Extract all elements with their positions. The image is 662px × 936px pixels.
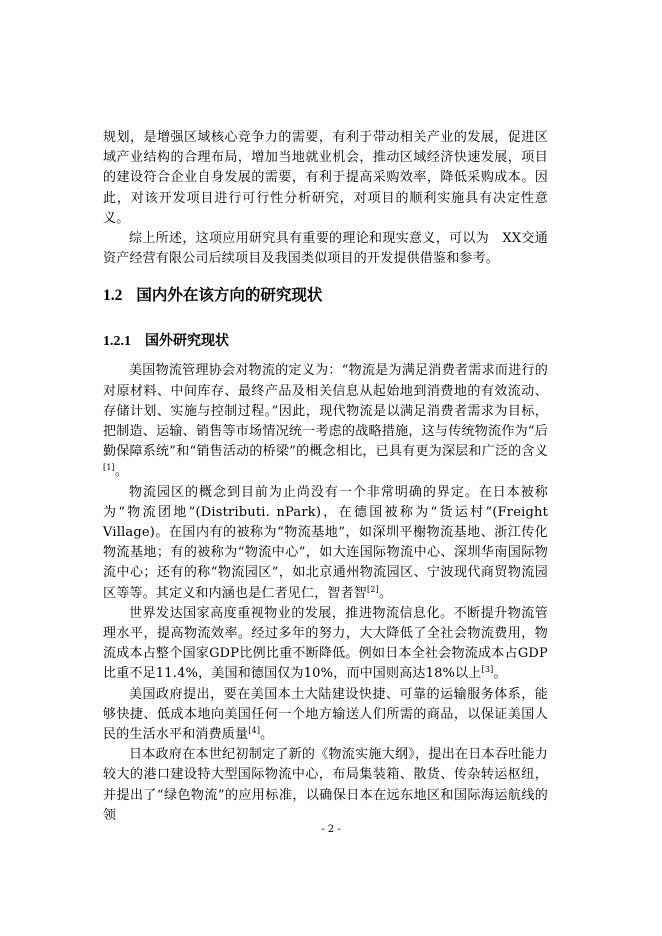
page-number: - 2 - xyxy=(321,824,341,835)
paragraph-summary: 综上所述，这项应用研究具有重要的理论和现实意义，可以为 XX交通资产经营有限公司后续项目及我国类似项目的开发提供借鉴和参考。 xyxy=(103,231,548,267)
citation: [2] xyxy=(367,584,379,594)
page-content xyxy=(103,128,548,826)
section-heading xyxy=(103,283,548,308)
section-number: 1.2 xyxy=(103,287,123,305)
citation: [3] xyxy=(481,665,494,675)
paragraph-continued: 规划，是增强区域核心竞争力的需要，有利于带动相关产业的发展，促进区域产业结构的合理布局，增加当地就业机会，推动区域经济快速发展，项目的建设符合企业自身发展的需要，有利于提高采购效率，降低采购成本。因此，对该开发项目进行可行性分析研究，对项目的顺利实施具有决定性意义。 xyxy=(103,130,548,226)
subsection-number: 1.2.1 xyxy=(103,334,131,350)
paragraph-definition: 美国物流管理协会对物流的定义为：“物流是为满足消费者需求而进行的对原材料、中间库存、最终产品及相关信息从起始地到消费地的有效流动、存储计划、实施与控制过程。”因此，现代物流是以满足消费者需求为目标，把制造、运输、销售等市场情况统一考虑的战略措施，这与传统物流作为“后勤保障系统”和“销售活动的桥梁”的概念相比，已具有更为深层和广泛的含义[1]。 xyxy=(103,363,548,480)
subsection-heading xyxy=(103,330,548,353)
section-title: 国内外在该方向的研究现状 xyxy=(136,286,323,305)
subsection-title: 国外研究现状 xyxy=(145,333,229,350)
paragraph-developed-countries: 世界发达国家高度重视物业的发展，推进物流信息化。不断提升物流管理水平，提高物流效率。经过多年的努力，大大降低了全社会物流费用，物流成本占整个国家GDP比例比重不断降低。例如日本全社会物流成本占GDP比重不足11.4%，美国和德国仅为10%，而中国则高达18%以上[3]。 xyxy=(103,605,548,682)
paragraph-us-government: 美国政府提出，要在美国本土大陆建设快捷、可靠的运输服务体系，能够快捷、低成本地向美国任何一个地方输送人们所需的商品，以保证美国人民的生活水平和消费质量[4]。 xyxy=(103,686,548,743)
paragraph-logistics-park: 物流园区的概念到目前为止尚没有一个非常明确的界定。在日本被称为“物流团地”(Distributi. nPark)，在德国被称为“货运村”(Freight Village)。在国内有的被称为“物流基地”，如深圳平榭物流基地、浙江传化物流基地；有的被称为“物流中心”，如大连国际物流中心、深圳华南国际物流中心；还有的称“物流园区”，如北京通州物流园区、宁波现代商贸物流园区等等。其定义和内涵也是仁者见仁，智者智[2]。 xyxy=(103,484,548,601)
citation: [4] xyxy=(248,726,261,736)
citation: [1] xyxy=(103,463,115,473)
paragraph-japan-government: 日本政府在本世纪初制定了新的《物流实施大纲》，提出在日本吞吐能力较大的港口建设特大型国际物流中心，布局集装箱、散货、传杂转运枢纽，并提出了“绿色物流”的应用标准，以确保日本在远东地区和国际海运航线的领 xyxy=(103,747,548,823)
